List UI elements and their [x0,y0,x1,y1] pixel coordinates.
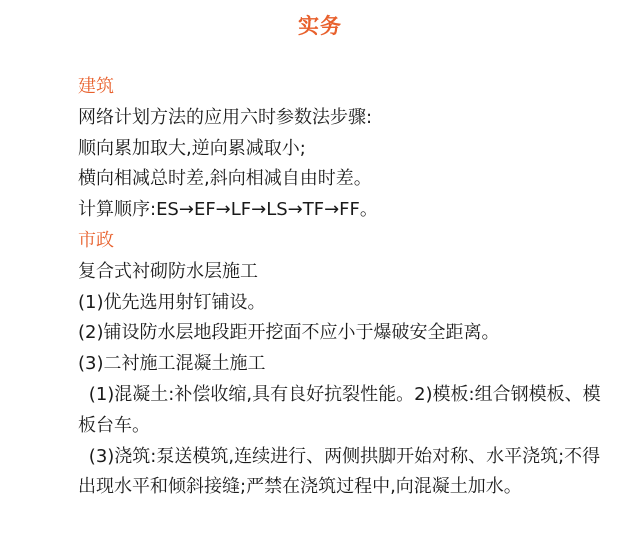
text-line: 计算顺序:ES→EF→LF→LS→TF→FF。 [78,199,378,221]
text-line: (2)铺设防水层地段距开挖面不应小于爆破安全距离。 [78,322,500,344]
section-heading-construction: 建筑 [78,76,114,97]
text-line: (1)优先选用射钉铺设。 [78,291,266,313]
section-heading-municipal: 市政 [78,229,114,251]
text-line: 横向相减总时差,斜向相减自由时差。 [78,168,372,190]
text-paragraph: (3)浇筑:泵送模筑,连续进行、两侧拱脚开始对称、水平浇筑;不得出现水平和倾斜接缝;严禁在浇筑过程中,向混凝土加水。 [78,445,601,498]
page-title: 实务 [298,14,342,38]
text-line: 网络计划方法的应用六时参数法步骤: [78,106,373,128]
text-line: 顺向累加取大,逆向累减取小; [78,137,306,159]
text-line: (3)二衬施工混凝土施工 [78,353,266,375]
text-paragraph: (1)混凝土:补偿收缩,具有良好抗裂性能。2)模板:组合钢模板、模板台车。 [78,383,601,436]
article-body [78,72,618,503]
text-line: 复合式衬砌防水层施工 [78,260,258,282]
